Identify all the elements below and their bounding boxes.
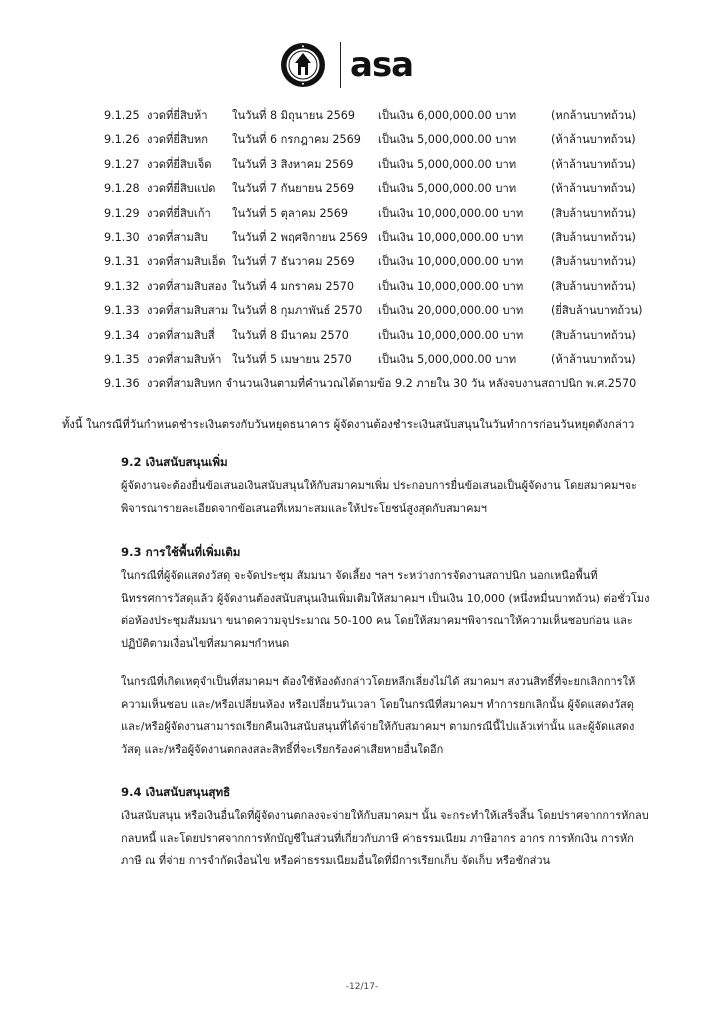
body-line: พิจารณารายละเอียดจากข้อเสนอที่เหมาะสมและให้ประโยชน์สูงสุดกับสมาคมฯ (121, 501, 487, 515)
installment-amount: เป็นเงิน 5,000,000.00 บาท (378, 182, 517, 196)
installment-name: งวดที่สามสิบห้า (147, 352, 222, 366)
installment-amount-words: (สิบล้านบาทถ้วน) (551, 328, 636, 342)
installment-date: ในวันที่ 8 มิถุนายน 2569 (232, 109, 355, 122)
installment-name: งวดที่สามสิบสอง (147, 279, 227, 293)
section-9-3 (121, 542, 681, 761)
body-line: ต่อห้องประชุมสัมมนา ขนาดความจุประมาณ 50-100 คน โดยให้สมาคมฯพิจารณาให้ความเห็นชอบก่อน และ (121, 614, 633, 627)
installment-name: งวดที่สามสิบ (147, 230, 208, 244)
section-9-2 (121, 452, 681, 520)
installment-name: งวดที่ยี่สิบเจ็ด (147, 157, 212, 171)
installment-amount-words: (สิบล้านบาทถ้วน) (551, 230, 636, 244)
installment-date: ในวันที่ 5 เมษายน 2570 (232, 352, 352, 366)
section-9-4-body (121, 805, 681, 873)
installment-date: ในวันที่ 7 กันยายน 2569 (232, 182, 355, 196)
installment-amount: เป็นเงิน 10,000,000.00 บาท (378, 255, 524, 269)
body-line: ความเห็นชอบ และ/หรือเปลี่ยนห้อง หรือเปลี่ยนวันเวลา โดยในกรณีที่สมาคมฯ ทำการยกเลิกนั้น ผู้จัดแสดงวัสดุ (121, 697, 634, 711)
installment-amount-words: (ห้าล้านบาทถ้วน) (551, 133, 636, 147)
installment-date: ในวันที่ 6 กรกฎาคม 2569 (232, 133, 361, 147)
installment-number: 9.1.35 (104, 352, 140, 366)
installment-number: 9.1.29 (104, 206, 140, 220)
installment-name: งวดที่ยี่สิบห้า (147, 109, 208, 122)
payment-schedule (0, 104, 724, 397)
section-9-3-para-1 (121, 565, 681, 655)
installment-name: งวดที่ยี่สิบเก้า (147, 206, 211, 220)
logo-divider (340, 42, 341, 88)
installment-amount: เป็นเงิน 20,000,000.00 บาท (378, 304, 524, 318)
installment-date: ในวันที่ 3 สิงหาคม 2569 (232, 157, 354, 171)
installment-name: งวดที่สามสิบสี่ (147, 328, 215, 342)
body-line: เงินสนับสนุน หรือเงินอื่นใดที่ผู้จัดงานตกลงจะจ่ายให้กับสมาคมฯ นั้น จะกระทำให้เสร็จสิ้น โดยปราศจากการหักลบ (121, 809, 649, 822)
schedule-row (0, 128, 724, 152)
section-9-2-body (121, 475, 681, 520)
installment-amount: เป็นเงิน 5,000,000.00 บาท (378, 133, 517, 147)
installment-amount: เป็นเงิน 5,000,000.00 บาท (378, 352, 517, 366)
installment-name: งวดที่ยี่สิบแปด (147, 182, 216, 196)
schedule-row (0, 177, 724, 201)
installment-amount-words: (ห้าล้านบาทถ้วน) (551, 352, 636, 366)
installment-number: 9.1.28 (104, 182, 140, 196)
installment-amount: เป็นเงิน 10,000,000.00 บาท (378, 328, 524, 342)
section-9-2-title: 9.2 เงินสนับสนุนเพิ่ม (121, 455, 228, 469)
installment-amount: เป็นเงิน 10,000,000.00 บาท (378, 230, 524, 244)
body-line: และ/หรือผู้จัดงานสามารถเรียกคืนเงินสนับสนุนที่ได้จ่ายให้กับสมาคมฯ ตามกรณีนี้ไปแล้วเท่านั้น และผู้จัดแสดง (121, 720, 635, 733)
installment-amount: เป็นเงิน 5,000,000.00 บาท (378, 157, 517, 171)
installment-number: 9.1.34 (104, 328, 140, 342)
installment-amount-words: (สิบล้านบาทถ้วน) (551, 206, 636, 220)
installment-number: 9.1.33 (104, 304, 140, 318)
installment-amount: เป็นเงิน 10,000,000.00 บาท (378, 279, 524, 293)
body-line: กลบหนี้ และโดยปราศจากการหักบัญชีในส่วนที่เกี่ยวกับภาษี ค่าธรรมเนียม ภาษีอากร อากร การหักเงิน การหัก (121, 831, 634, 845)
installment-amount-words: (ยี่สิบล้านบาทถ้วน) (551, 304, 643, 318)
schedule-row (0, 250, 724, 274)
installment-amount-words: (ห้าล้านบาทถ้วน) (551, 182, 636, 196)
schedule-row (0, 104, 724, 128)
installment-date: ในวันที่ 8 กุมภาพันธ์ 2570 (232, 304, 363, 318)
schedule-row (0, 275, 724, 299)
installment-number: 9.1.26 (104, 133, 140, 147)
body-line: ผู้จัดงานจะต้องยื่นข้อเสนอเงินสนับสนุนให้กับสมาคมฯเพิ่ม ประกอบการยื่นข้อเสนอเป็นผู้จัดงาน โดยสมาคมฯจะ (121, 479, 637, 492)
body-line: ภาษี ณ ที่จ่าย การจำกัดเงื่อนไข หรือค่าธรรมเนียมอื่นใดที่มีการเรียกเก็บ จัดเก็บ หรือชักส่วน (121, 854, 551, 867)
section-9-3-para-2 (121, 671, 681, 761)
installment-number: 9.1.25 (104, 109, 140, 122)
installment-amount: เป็นเงิน 10,000,000.00 บาท (378, 206, 524, 220)
schedule-row (0, 299, 724, 323)
schedule-row (0, 324, 724, 348)
installment-amount-words: (ห้าล้านบาทถ้วน) (551, 157, 636, 171)
schedule-row (0, 348, 724, 372)
installment-date: ในวันที่ 8 มีนาคม 2570 (232, 328, 349, 342)
body-line: วัสดุ และ/หรือผู้จัดงานตกลงสละสิทธิ์ที่จะเรียกร้องค่าเสียหายอื่นใดอีก (121, 742, 444, 756)
installment-number: 9.1.31 (104, 255, 140, 269)
installment-final-text: งวดที่สามสิบหก จำนวนเงินตามที่คำนวณได้ตามข้อ 9.2 ภายใน 30 วัน หลังจบงานสถาปนิก พ.ศ.2570 (147, 377, 637, 391)
installment-number: 9.1.27 (104, 157, 140, 171)
installment-date: ในวันที่ 4 มกราคม 2570 (232, 279, 354, 293)
schedule-row (0, 202, 724, 226)
body-line: ปฏิบัติตามเงื่อนไขที่สมาคมฯกำหนด (121, 636, 290, 650)
body-line: ในกรณีที่เกิดเหตุจำเป็นที่สมาคมฯ ต้องใช้ห้องดังกล่าวโดยหลีกเลี่ยงไม่ได้ สมาคมฯ สงวนสิทธิ์ที่จะยกเลิกการให้ (121, 675, 636, 688)
schedule-row (0, 226, 724, 250)
installment-name: งวดที่ยี่สิบหก (147, 133, 209, 147)
installment-number: 9.1.32 (104, 279, 140, 293)
schedule-row-final (0, 372, 724, 396)
installment-name: งวดที่สามสิบเอ็ด (147, 255, 226, 269)
installment-date: ในวันที่ 7 ธันวาคม 2569 (232, 255, 355, 269)
installment-amount-words: (สิบล้านบาทถ้วน) (551, 255, 636, 269)
installment-date: ในวันที่ 5 ตุลาคม 2569 (232, 206, 348, 220)
installment-amount-words: (หกล้านบาทถ้วน) (551, 109, 637, 122)
page-number: -12/17- (345, 982, 379, 992)
section-9-4 (121, 782, 681, 873)
installment-number: 9.1.36 (104, 377, 140, 391)
association-seal-logo (280, 42, 326, 88)
installment-amount-words: (สิบล้านบาทถ้วน) (551, 279, 636, 293)
section-9-3-title: 9.3 การใช้พื้นที่เพิ่มเติม (121, 545, 241, 559)
section-9-4-title: 9.4 เงินสนับสนุนสุทธิ (121, 785, 231, 799)
asa-brand-logo: asa (350, 45, 414, 85)
bank-holiday-note: ทั้งนี้ ในกรณีที่วันกำหนดชำระเงินตรงกับวันหยุดธนาคาร ผู้จัดงานต้องชำระเงินสนับสนุนในวันทำการก่อนวันหยุดดังกล่าว (62, 418, 635, 431)
installment-date: ในวันที่ 2 พฤศจิกายน 2569 (232, 230, 368, 244)
body-line: นิทรรศการวัสดุแล้ว ผู้จัดงานต้องสนับสนุนเงินเพิ่มเติมให้สมาคมฯ เป็นเงิน 10,000 (หนึ่งหมื่นบาทถ้วน) ต่อชั่วโมง (121, 591, 650, 605)
installment-number: 9.1.30 (104, 230, 140, 244)
body-line: ในกรณีที่ผู้จัดแสดงวัสดุ จะจัดประชุม สัมมนา จัดเลี้ยง ฯลฯ ระหว่างการจัดงานสถาปนิก นอกเหนือพื้นที่ (121, 569, 598, 582)
installment-amount: เป็นเงิน 6,000,000.00 บาท (378, 109, 517, 122)
installment-name: งวดที่สามสิบสาม (147, 304, 229, 318)
schedule-row (0, 153, 724, 177)
